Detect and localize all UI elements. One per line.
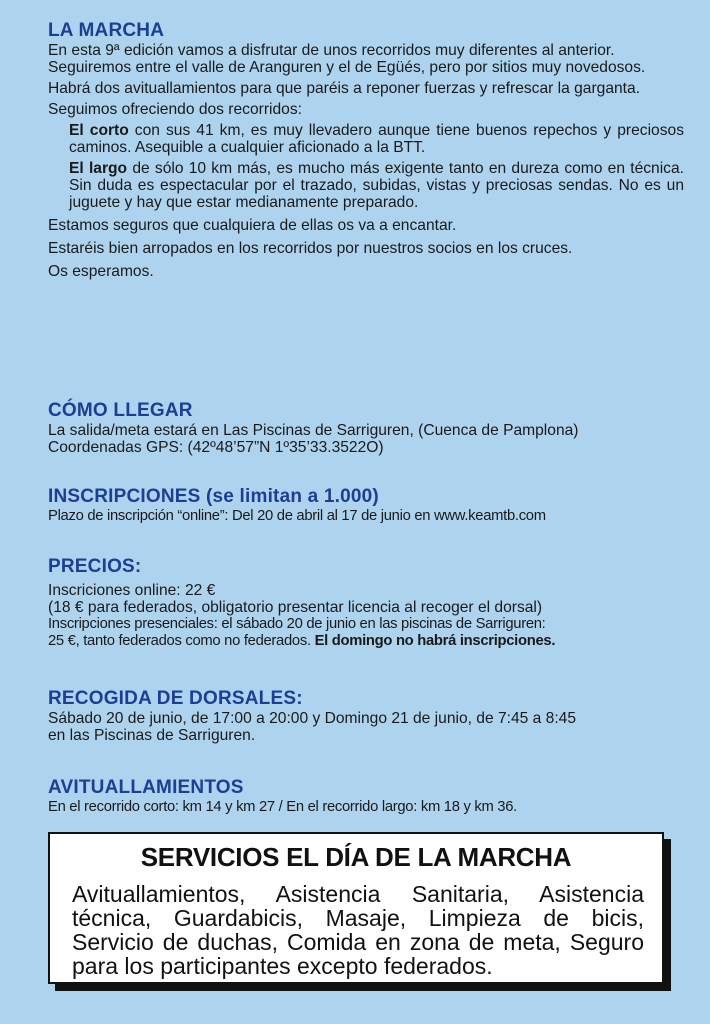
servicios-title: SERVICIOS EL DÍA DE LA MARCHA bbox=[140, 842, 572, 872]
marcha-paragraph-1: En esta 9ª edición vamos a disfrutar de unos recorridos muy diferentes al anterior. Seguiremos entre el valle de Aranguren y el de Egüés, pero por sitios muy novedosos. bbox=[48, 42, 646, 76]
dorsales-line-1: Sábado 20 de junio, de 17:00 a 20:00 y Domingo 21 de junio, de 7:45 a 8:45 bbox=[48, 710, 577, 727]
marcha-paragraph-5: Estaréis bien arropados en los recorridos por nuestros socios en los cruces. bbox=[48, 240, 573, 257]
la-marcha-heading: LA MARCHA bbox=[48, 20, 165, 41]
dorsales-line-2: en las Piscinas de Sarriguren. bbox=[48, 727, 256, 744]
marcha-paragraph-3: Seguimos ofreciendo dos recorridos: bbox=[48, 101, 302, 118]
dorsales-section bbox=[48, 688, 684, 744]
servicios-text: Avituallamientos, Asistencia Sanitaria, Asistencia técnica, Guardabicis, Masaje, Limpieza de bicis, Servicio de duchas, Comida en zona de meta, Seguro para los participantes excepto federados. bbox=[72, 881, 644, 979]
marcha-paragraph-6: Os esperamos. bbox=[48, 263, 154, 280]
llegar-line-1: La salida/meta estará en Las Piscinas de Sarriguren, (Cuenca de Pamplona) bbox=[48, 422, 579, 439]
marcha-paragraph-2: Habrá dos avituallamientos para que paréis a reponer fuerzas y refrescar la garganta. bbox=[48, 80, 641, 97]
como-llegar-section bbox=[48, 400, 684, 456]
inscripciones-heading: INSCRIPCIONES (se limitan a 1.000) bbox=[48, 486, 379, 507]
marcha-paragraph-4: Estamos seguros que cualquiera de ellas os va a encantar. bbox=[48, 217, 457, 234]
llegar-line-2: Coordenadas GPS: (42º48’57”N 1º35’33.3522O) bbox=[48, 439, 384, 456]
precios-line-3: Inscripciones presenciales: el sábado 20 de junio en las piscinas de Sarriguren: bbox=[48, 616, 546, 632]
precios-heading: PRECIOS: bbox=[48, 556, 142, 577]
precios-line-1: Inscriciones online: 22 € bbox=[48, 582, 216, 599]
la-marcha-section bbox=[48, 20, 684, 280]
corto-text: con sus 41 km, es muy llevadero aunque tiene buenos repechos y preciosos caminos. Asequible a cualquier aficionado a la BTT. bbox=[69, 122, 684, 156]
corto-label: El corto bbox=[69, 122, 129, 139]
precios-line-4 bbox=[48, 633, 684, 650]
precios-section bbox=[48, 556, 684, 650]
avituallamientos-section bbox=[48, 777, 684, 816]
como-llegar-heading: CÓMO LLEGAR bbox=[48, 400, 193, 421]
precios-no-domingo: El domingo no habrá inscripciones. bbox=[314, 633, 556, 649]
recorrido-corto bbox=[48, 122, 684, 156]
precios-line-4-text: 25 €, tanto federados como no federados. bbox=[48, 633, 315, 649]
largo-text: de sólo 10 km más, es mucho más exigente tanto en dureza como en técnica. Sin duda es espectacular por el trazado, subidas, vistas y preciosas sendas. No es un juguete y hay que estar medianamente preparado. bbox=[69, 160, 684, 211]
avituallamientos-heading: AVITUALLAMIENTOS bbox=[48, 777, 244, 798]
inscripciones-line-1: Plazo de inscripción “online”: Del 20 de abril al 17 de junio en www.keamtb.com bbox=[48, 508, 546, 524]
recorrido-largo bbox=[48, 160, 684, 211]
avituallamientos-line-1: En el recorrido corto: km 14 y km 27 / En el recorrido largo: km 18 y km 36. bbox=[48, 799, 517, 815]
servicios-box bbox=[48, 832, 664, 984]
largo-label: El largo bbox=[69, 160, 128, 177]
inscripciones-section bbox=[48, 486, 684, 525]
precios-line-2: (18 € para federados, obligatorio presentar licencia al recoger el dorsal) bbox=[48, 599, 543, 616]
dorsales-heading: RECOGIDA DE DORSALES: bbox=[48, 688, 303, 709]
